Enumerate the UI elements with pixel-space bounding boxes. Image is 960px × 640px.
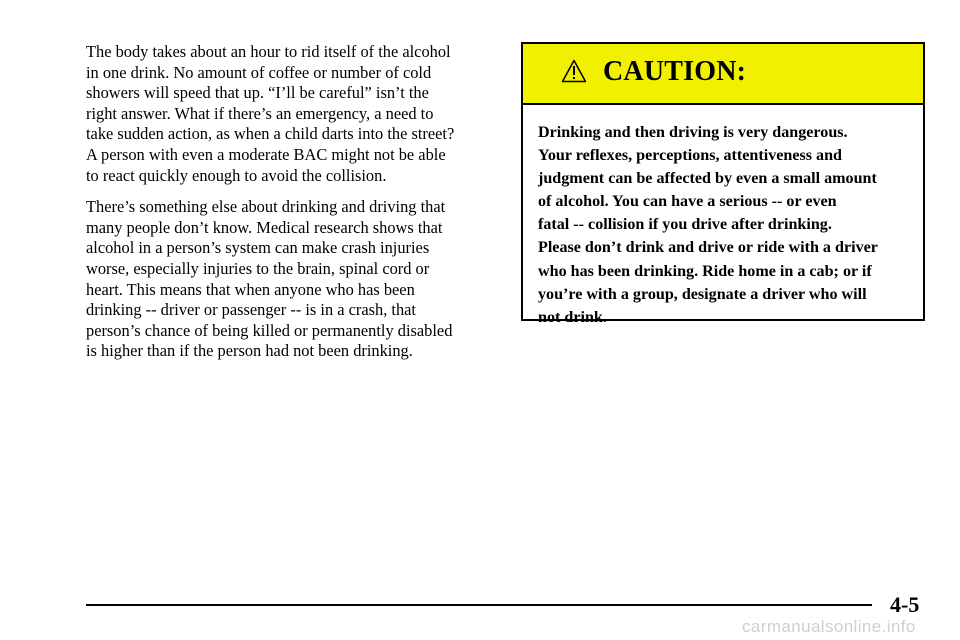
text-line: in one drink. No amount of coffee or number of cold <box>86 62 432 82</box>
caution-title: CAUTION: <box>603 56 747 87</box>
text-line: is higher than if the person had not been drinking. <box>86 341 413 361</box>
text-line: many people don’t know. Medical research shows that <box>86 217 443 237</box>
text-line: The body takes about an hour to rid itself of the alcohol <box>86 42 451 61</box>
caution-box <box>521 42 925 326</box>
caution-text-line: of alcohol. You can have a serious -- or even <box>538 193 837 211</box>
caution-text-line: Your reflexes, perceptions, attentiveness and <box>538 147 842 165</box>
caution-text-line: who has been drinking. Ride home in a cab; or if <box>538 262 872 280</box>
caution-text-line: not drink. <box>538 308 607 326</box>
caution-message <box>538 121 923 329</box>
body-text-column <box>86 42 492 362</box>
text-line: take sudden action, as when a child darts into the street? <box>86 124 455 144</box>
text-line: There’s something else about drinking and driving that <box>86 197 446 217</box>
footer-rule <box>86 604 872 606</box>
caution-header <box>523 44 923 105</box>
caution-text-line: you’re with a group, designate a driver who will <box>538 285 867 303</box>
text-line: alcohol in a person’s system can make crash injuries <box>86 238 430 258</box>
caution-text-line: fatal -- collision if you drive after drinking. <box>538 216 832 234</box>
text-line: person’s chance of being killed or permanently disabled <box>86 320 453 340</box>
watermark: carmanualsonline.info <box>742 617 916 636</box>
caution-text-line: Please don’t drink and drive or ride with a driver <box>538 239 878 257</box>
text-line: right answer. What if there’s an emergency, a need to <box>86 103 434 123</box>
alcohol-elimination-paragraph <box>86 42 492 186</box>
text-line: to react quickly enough to avoid the collision. <box>86 165 387 185</box>
text-line: A person with even a moderate BAC might not be able <box>86 144 446 164</box>
page-number: 4-5 <box>890 592 920 617</box>
text-line: worse, especially injuries to the brain, spinal cord or <box>86 258 430 278</box>
caution-text-line: Drinking and then driving is very dangerous. <box>538 124 848 141</box>
caution-text-line: judgment can be affected by even a small amount <box>538 170 877 188</box>
crash-injury-paragraph <box>86 197 492 362</box>
text-line: heart. This means that when anyone who has been <box>86 279 415 299</box>
warning-triangle-icon <box>561 59 587 83</box>
text-line: drinking -- driver or passenger -- is in a crash, that <box>86 300 416 320</box>
text-line: showers will speed that up. “I’ll be careful” isn’t the <box>86 83 429 103</box>
